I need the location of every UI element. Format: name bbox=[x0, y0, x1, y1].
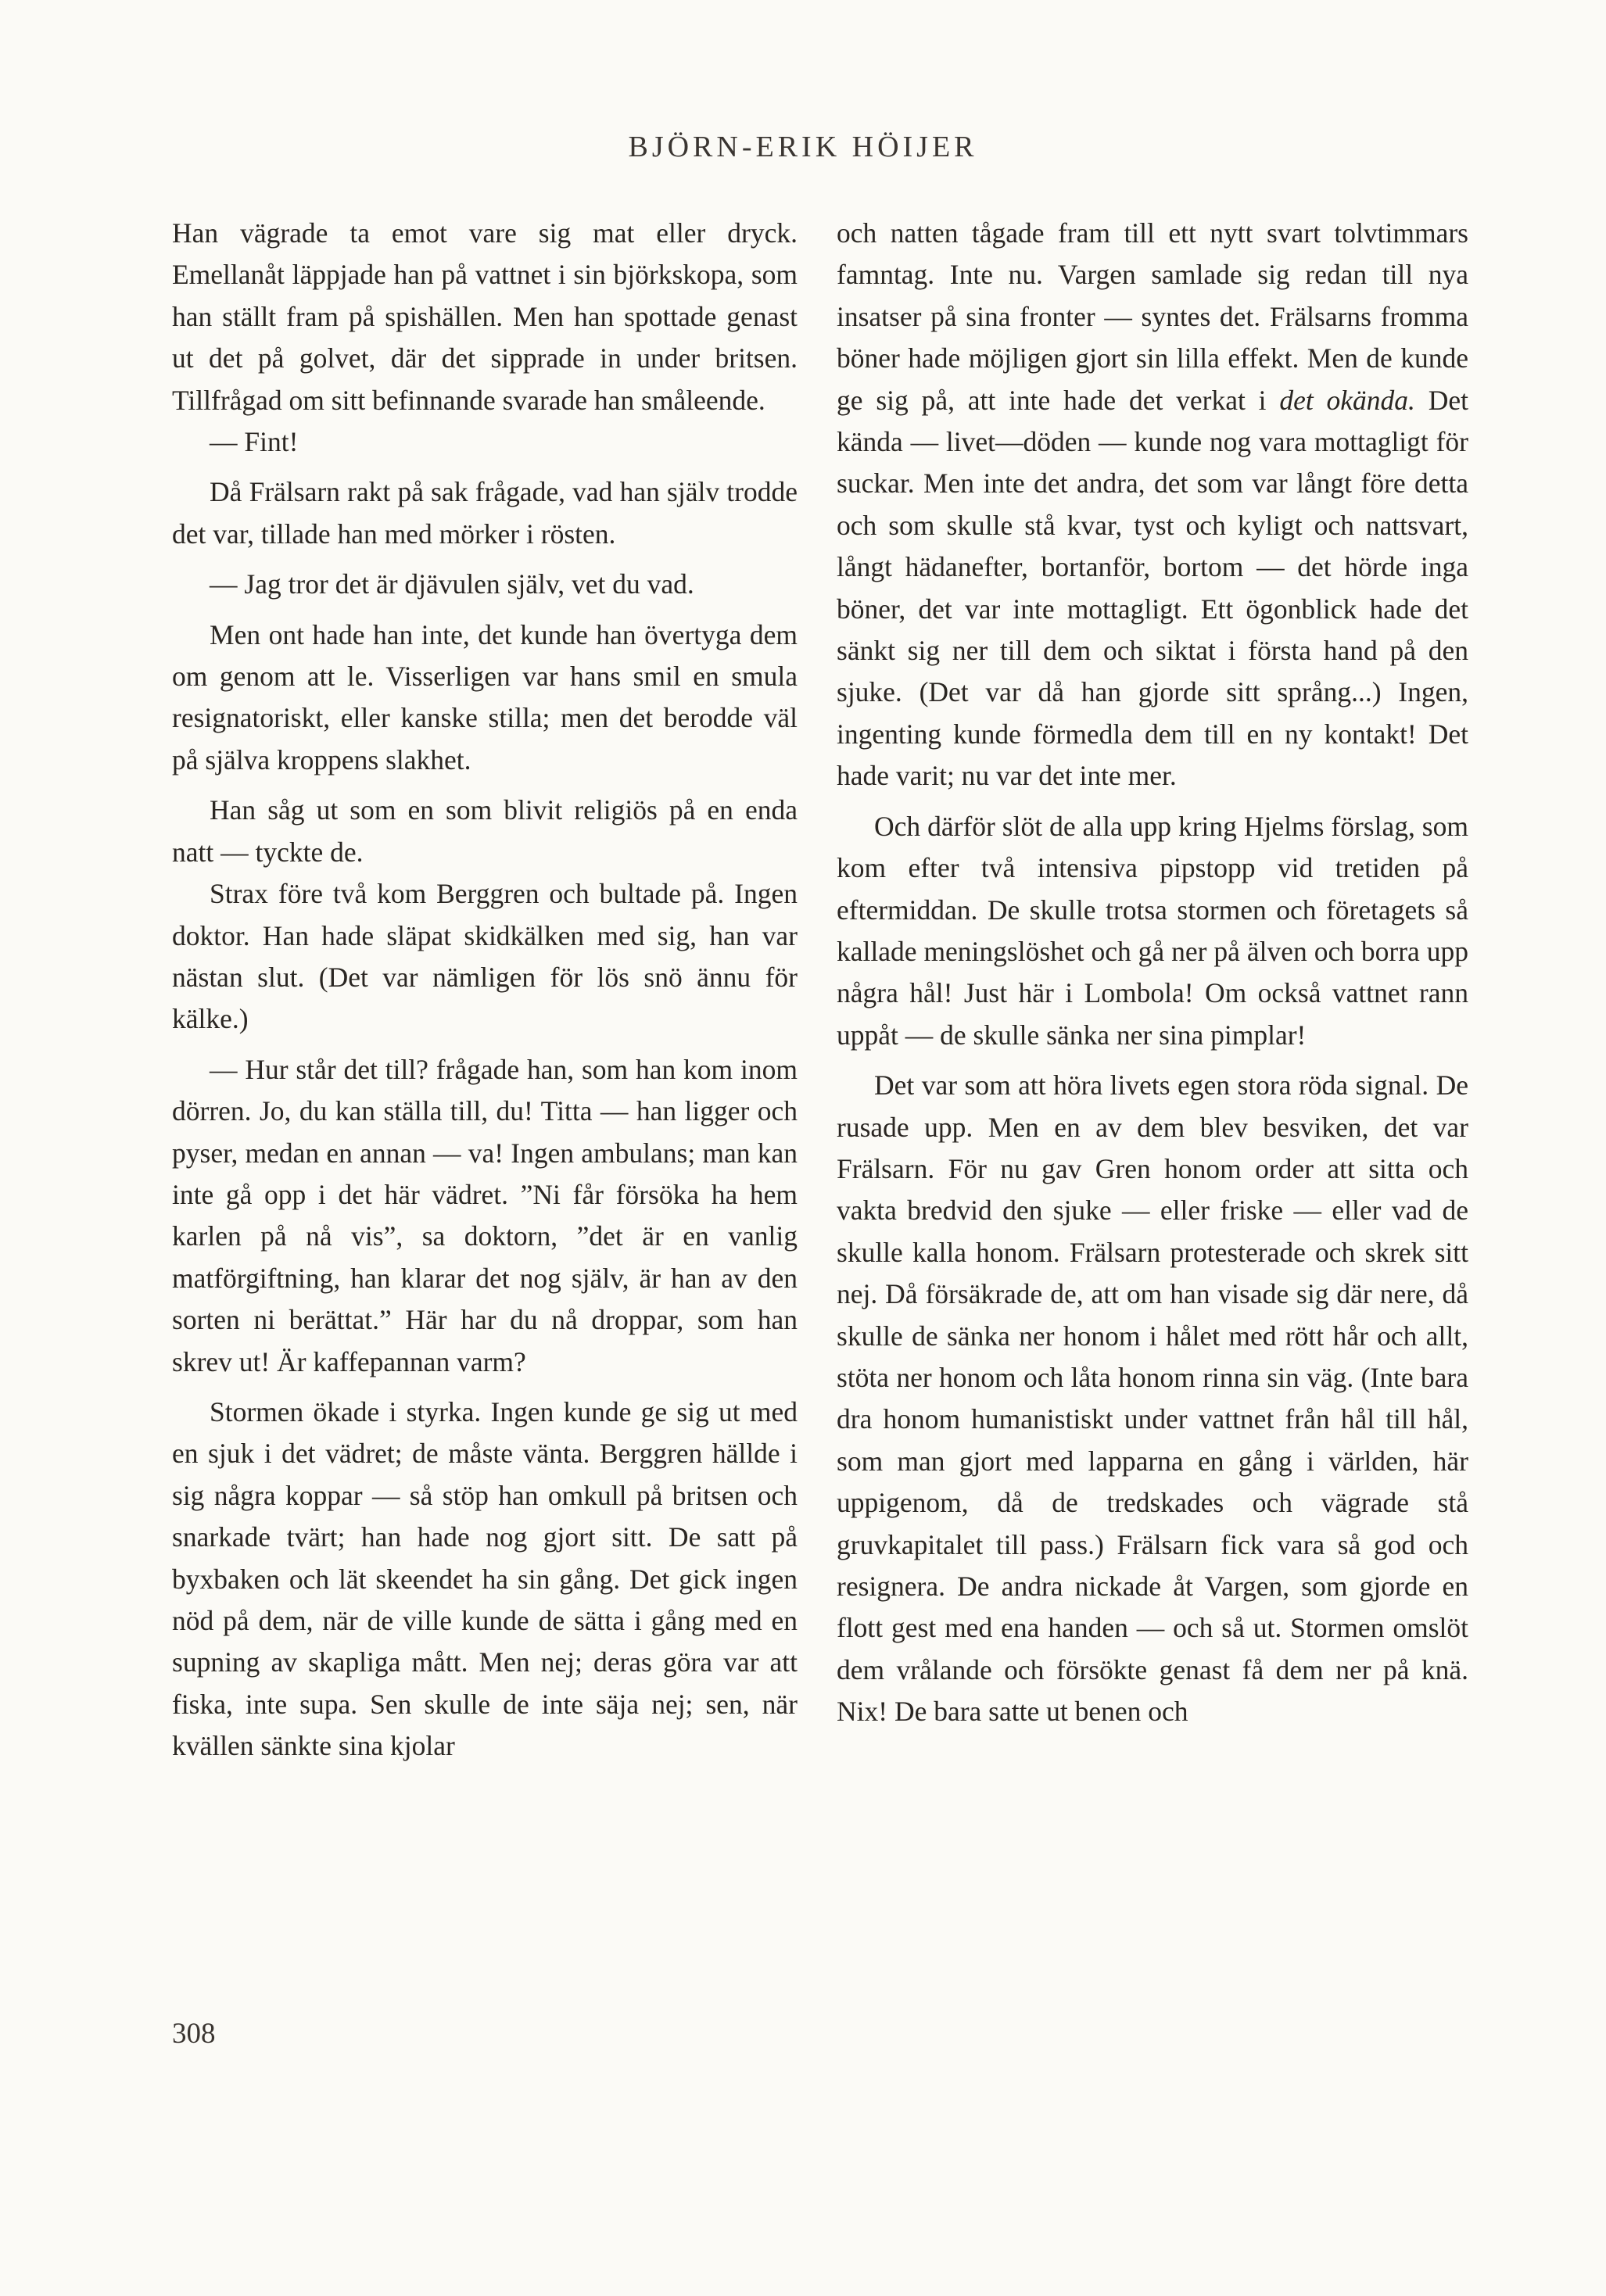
paragraph: Det var som att höra livets egen stora röda signal. De rusade upp. Men en av dem blev besviken, det var Frälsarn. För nu gav Gren honom order att sitta och vakta bredvid den sjuke — eller friske — eller vad de skulle kalla honom. Frälsarn protesterade och skrek sitt nej. Då försäkrade de, att om han visade sig där nere, då skulle de sänka ner honom i hålet med rött hår och allt, stöta ner honom och låta honom rinna sin väg. (Inte bara dra honom humanistiskt under vattnet från hål till hål, som man gjort med lapparna en gång i världen, här uppigenom, då de tredskades och vägrade stå gruvkapitalet till pass.) Frälsarn fick vara så god och resignera. De andra nickade åt Vargen, som gjorde en flott gest med ena handen — och så ut. Stormen omslöt dem vrålande och försökte genast få dem ner på knä. Nix! De bara satte ut benen och bbox=[837, 1069, 1468, 1728]
paragraph-text: Det kända — livet—döden — kunde nog vara mottagligt för suckar. Men inte det andra, det som var långt före detta och som skulle stå kvar, tyst och kyligt och nattsvart, långt hädanefter, bortanför, bortom — det hörde inga böner, det var inte mottagligt. Ett ögonblick hade det sänkt sig ner till dem och siktat i första hand på den sjuke. (Det var då han gjorde sitt språng...) Ingen, ingenting kunde förmedla dem till en ny kontakt! Det hade varit; nu var det inte mer. bbox=[837, 384, 1468, 792]
paragraph-text: och natten tågade fram till ett nytt svart tolvtimmars famntag. Inte nu. Vargen samlade sig redan till nya insatser på sina fronter — syntes det. Frälsarns fromma böner hade möjligen gjort sin lilla effekt. Men de kunde ge sig på, att inte hade det verkat i bbox=[837, 217, 1468, 416]
paragraph: — Hur står det till? frågade han, som han kom inom dörren. Jo, du kan ställa till, du! Titta — han ligger och pyser, medan en annan — va! Ingen ambulans; man kan inte gå opp i det här vädret. ”Ni får försöka ha hem karlen på nå vis”, sa doktorn, ”det är en vanlig matförgiftning, han klarar det nog själv, är han av den sorten ni berättat.” Här har du nå droppar, som han skrev ut! Är kaffepannan varm? bbox=[172, 1053, 798, 1377]
emphasized-text: det okända. bbox=[1279, 384, 1415, 416]
paragraph: Och därför slöt de alla upp kring Hjelms förslag, som kom efter två intensiva pipstopp vid tretiden på eftermiddan. De skulle trotsa stormen och företagets så kallade meningslöshet och gå ner på älven och borra upp några hål! Just här i Lombola! Om också vattnet rann uppåt — de skulle sänka ner sina pimplar! bbox=[837, 810, 1468, 1051]
paragraph bbox=[837, 213, 1468, 797]
paragraph: Han såg ut som en som blivit religiös på en enda natt — tyckte de. bbox=[172, 794, 798, 868]
left-column bbox=[172, 213, 798, 1768]
paragraph: Strax före två kom Berggren och bultade på. Ingen doktor. Han hade släpat skidkälken med sig, han var nästan slut. (Det var nämligen för lös snö ännu för kälke.) bbox=[172, 878, 798, 1035]
paragraph: Men ont hade han inte, det kunde han övertyga dem om genom att le. Visserligen var hans smil en smula resignatoriskt, eller kanske stilla; men det berodde väl på själva kroppens slakhet. bbox=[172, 618, 798, 775]
paragraph: Han vägrade ta emot vare sig mat eller dryck. Emellanåt läppjade han på vattnet i sin björkskopa, som han ställt fram på spishällen. Men han spottade genast ut det på golvet, där det sipprade in under britsen. Tillfrågad om sitt befinnande svarade han småleende. bbox=[172, 217, 798, 416]
right-column bbox=[837, 213, 1468, 1733]
paragraph: — Jag tror det är djävulen själv, vet du vad. bbox=[210, 568, 694, 600]
page-number: 308 bbox=[172, 2018, 216, 2050]
paragraph: Då Frälsarn rakt på sak frågade, vad han själv trodde det var, tillade han med mörker i rösten. bbox=[172, 476, 798, 550]
paragraph: — Fint! bbox=[210, 426, 299, 458]
running-head: BJÖRN-ERIK HÖIJER bbox=[628, 131, 978, 163]
paragraph: Stormen ökade i styrka. Ingen kunde ge sig ut med en sjuk i det vädret; de måste vänta. Berggren hällde i sig några koppar — så stöp han omkull på britsen och snarkade tvärt; han hade nog gjort sitt. De satt på byxbaken och lät skeendet ha sin gång. Det gick ingen nöd på dem, när de ville kunde de sätta i gång med en supning av skapliga mått. Men nej; deras göra var att fiska, inte supa. Sen skulle de inte säja nej; sen, när kvällen sänkte sina kjolar bbox=[172, 1395, 798, 1762]
